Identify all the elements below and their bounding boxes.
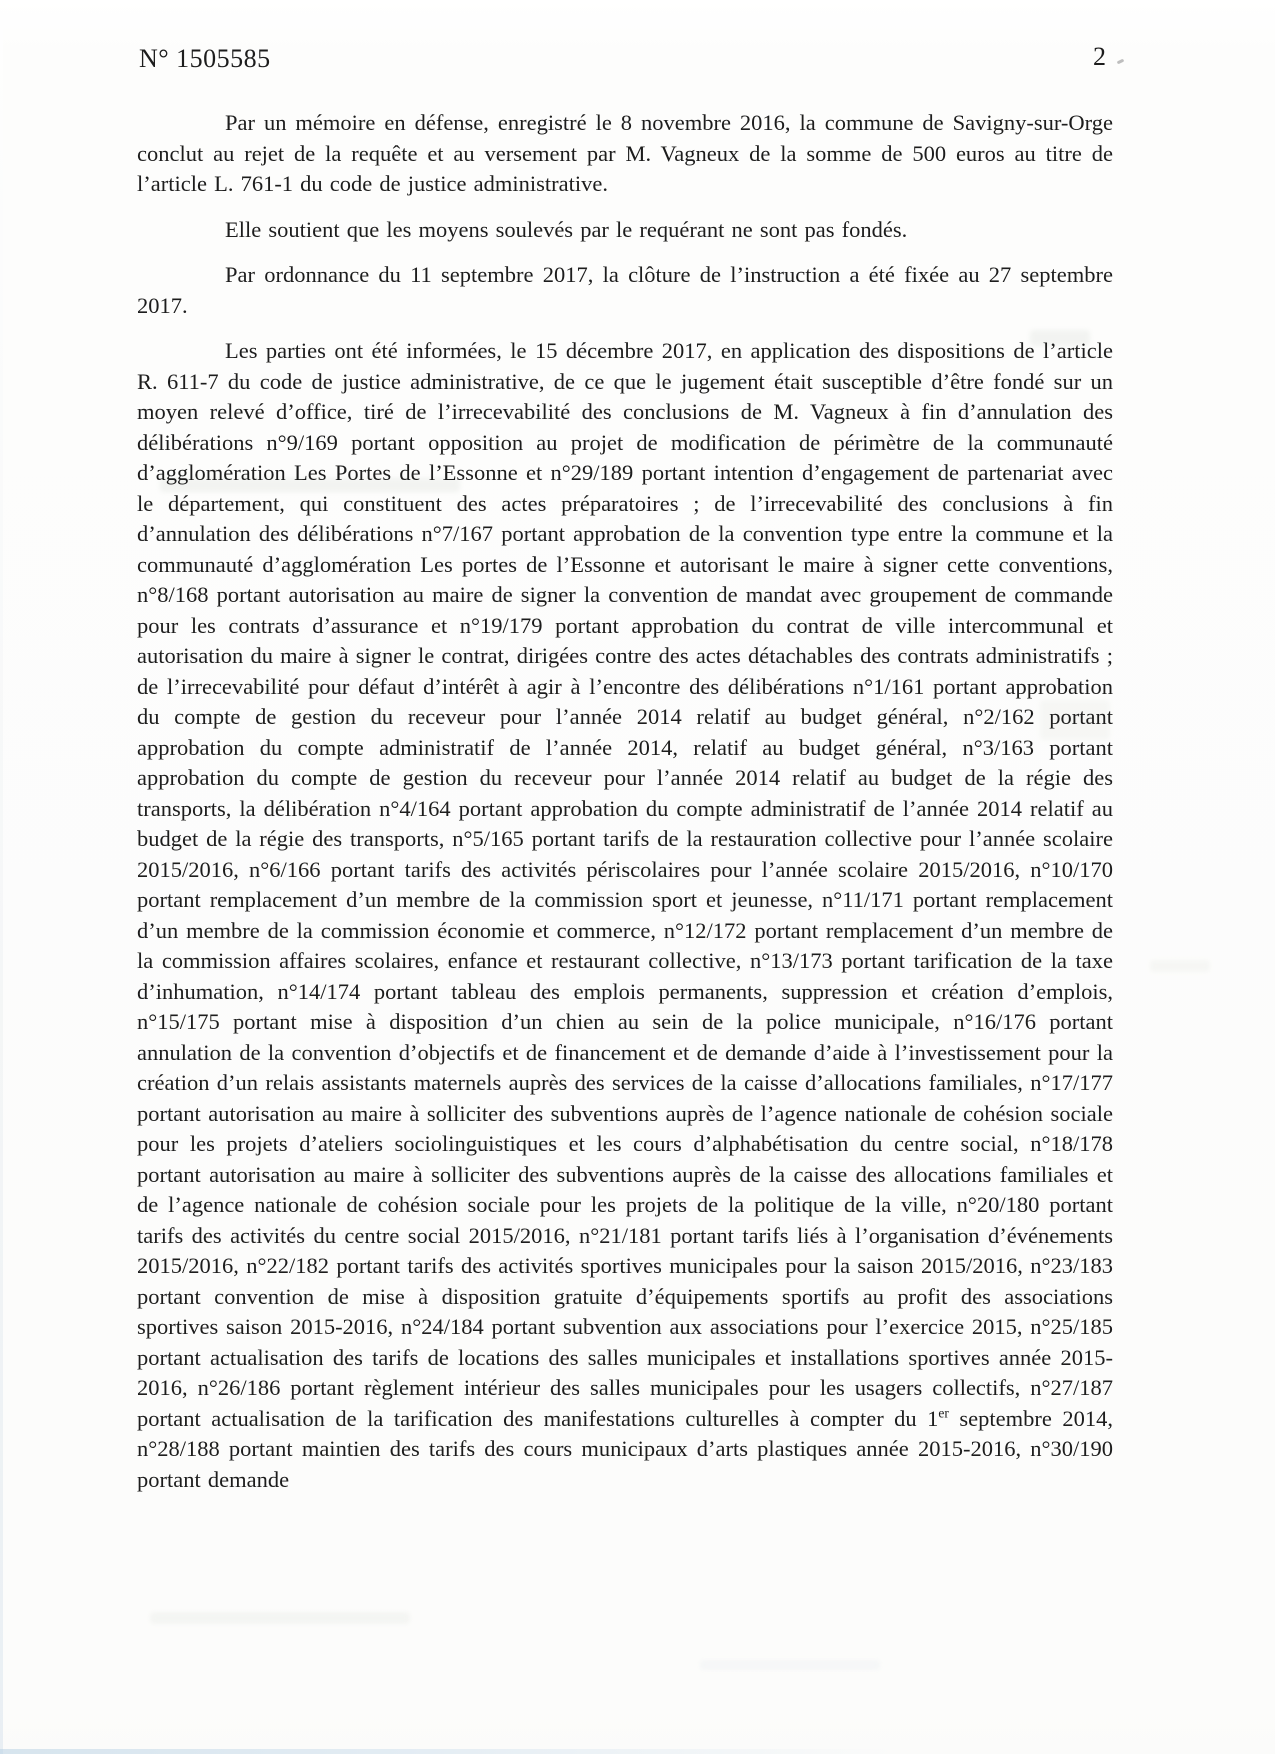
- bleed-through-smudge: [150, 1612, 410, 1624]
- scan-speck: [1117, 59, 1125, 65]
- paragraph: Elle soutient que les moyens soulevés par le requérant ne sont pas fondés.: [225, 216, 908, 242]
- scan-left-edge: [0, 0, 3, 1754]
- page-header: [0, 44, 1275, 78]
- paragraph: Les parties ont été informées, le 15 décembre 2017, en application des dispositions de l’article R. 611-7 du code de justice administrative, de ce que le jugement était susceptible d’être fondé sur un moyen relevé d’office, tiré de l’irrecevabilité des conclusions de M. Vagneux à fin d’annulation des délibérations n°9/169 portant opposition au projet de modification de périmètre de la communauté d’agglomération Les Portes de l’Essonne et n°29/189 portant intention d’engagement de partenariat avec le département, qui constituent des actes préparatoires ; de l’irrecevabilité des conclusions à fin d’annulation des délibérations n°7/167 portant approbation de la convention type entre la commune et la communauté d’agglomération Les portes de l’Essonne et autorisant le maire à signer cette conventions, n°8/168 portant autorisation au maire de signer la convention de mandat avec groupement de commande pour les contrats d’assurance et n°19/179 portant approbation du contrat de ville intercommunal et autorisation du maire à signer le contrat, dirigées contre des actes détachables des contrats administratifs ; de l’irrecevabilité pour défaut d’intérêt à agir à l’encontre des délibérations n°1/161 portant approbation du compte de gestion du receveur pour l’année 2014 relatif au budget général, n°2/162 portant approbation du compte administratif de l’année 2014, relatif au budget général, n°3/163 portant approbation du compte de gestion du receveur pour l’année 2014 relatif au budget de la régie des transports, la délibération n°4/164 portant approbation du compte administratif de l’année 2014 relatif au budget de la régie des transports, n°5/165 portant tarifs de la restauration collective pour l’année scolaire 2015/2016, n°6/166 portant tarifs des activités périscolaires pour l’année scolaire 2015/2016, n°10/170 portant remplacement d’un membre de la commission sport et jeunesse, n°11/171 portant remplacement d’un membre de la commission économie et commerce, n°12/172 portant remplacement d’un membre de la commission affaires scolaires, enfance et restaurant collective, n°13/173 portant tarification de la taxe d’inhumation, n°14/174 portant tableau des emplois permanents, suppression et création d’emplois, n°15/175 portant mise à disposition d’un chien au sein de la police municipale, n°16/176 portant annulation de la convention d’objectifs et de financement et de demande d’aide à l’investissement pour la création d’un relais assistants maternels auprès des services de la caisse d’allocations familiales, n°17/177 portant autorisation au maire à solliciter des subventions auprès de l’agence nationale de cohésion sociale pour les projets d’ateliers sociolinguistiques et les cours d’alphabétisation du centre social, n°18/178 portant autorisation au maire à solliciter des subventions auprès de la caisse des allocations familiales et de l’agence nationale de cohésion sociale pour les projets de la politique de la ville, n°20/180 portant tarifs des activités du centre social 2015/2016, n°21/181 portant tarifs liés à l’organisation d’événements 2015/2016, n°22/182 portant tarifs des activités sportives municipales pour la saison 2015/2016, n°23/183 portant convention de mise à disposition gratuite d’équipements sportifs au profit des associations sportives saison 2015-2016, n°24/184 portant subvention aux associations pour l’exercice 2015, n°25/185 portant actualisation des tarifs de locations des salles municipales et installations sportives année 2015-2016, n°26/186 portant règlement intérieur des salles municipales pour les usagers collectifs, n°27/187 portant actualisation de la tarification des manifestations culturelles à compter du 1er septembre 2014, n°28/188 portant maintien des tarifs des cours municipaux d’arts plastiques année 2015-2016, n°30/190 portant demande: [137, 338, 1113, 1492]
- paragraph: Par un mémoire en défense, enregistré le 8 novembre 2016, la commune de Savigny-sur-Orge conclut au rejet de la requête et au versement par M. Vagneux de la somme de 500 euros au titre de l’article L. 761-1 du code de justice administrative.: [137, 110, 1113, 196]
- case-number: N° 1505585: [139, 44, 271, 73]
- bleed-through-smudge: [1150, 960, 1210, 972]
- page-number: 2: [1093, 42, 1107, 71]
- bleed-through-smudge: [700, 1660, 880, 1670]
- paragraph: Par ordonnance du 11 septembre 2017, la clôture de l’instruction a été fixée au 27 septembre 2017.: [137, 262, 1113, 318]
- document-body: [137, 108, 1113, 1510]
- superscript: er: [938, 1405, 949, 1420]
- scan-bottom-edge: [0, 1749, 893, 1754]
